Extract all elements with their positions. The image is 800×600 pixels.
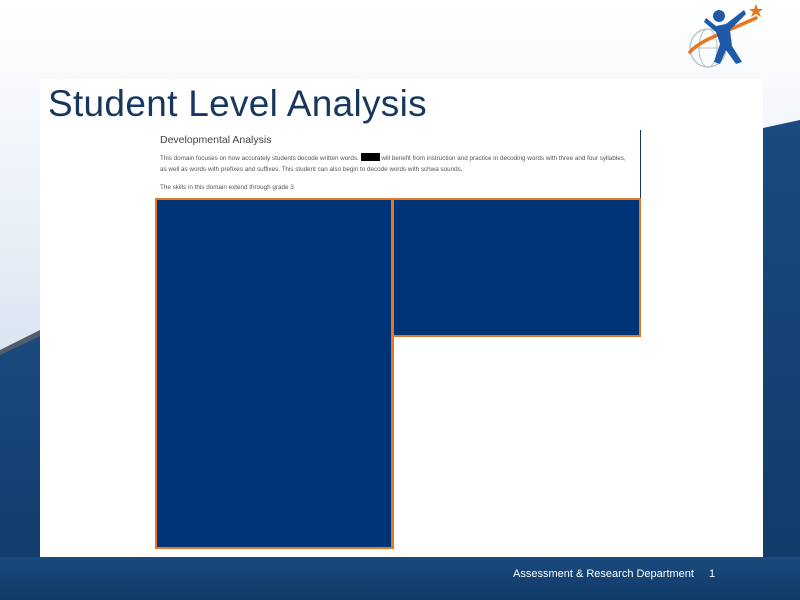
report-paragraph — [160, 153, 630, 175]
report-note: The skills in this domain extend through grade 3. — [160, 184, 296, 191]
report-paragraph-part2: will benefit from instruction and practice in decoding words with three and four syllables, as well as words with prefixes and suffixes. This student can also begin to decode words with schwa sounds. — [160, 155, 626, 173]
report-paragraph-part1: This domain focuses on how accurately students decode written words. — [160, 155, 359, 162]
footer-page-number: 1 — [709, 568, 716, 580]
redacted-name-box — [361, 153, 380, 161]
footer-department: Assessment & Research Department — [513, 568, 694, 580]
empty-block-right-bottom — [392, 335, 641, 549]
redacted-block-right-top — [392, 198, 641, 337]
redacted-block-left — [155, 198, 393, 549]
report-heading: Developmental Analysis — [160, 134, 272, 146]
person-star-globe-logo-icon — [686, 2, 768, 72]
slide-title: Student Level Analysis — [48, 83, 427, 124]
